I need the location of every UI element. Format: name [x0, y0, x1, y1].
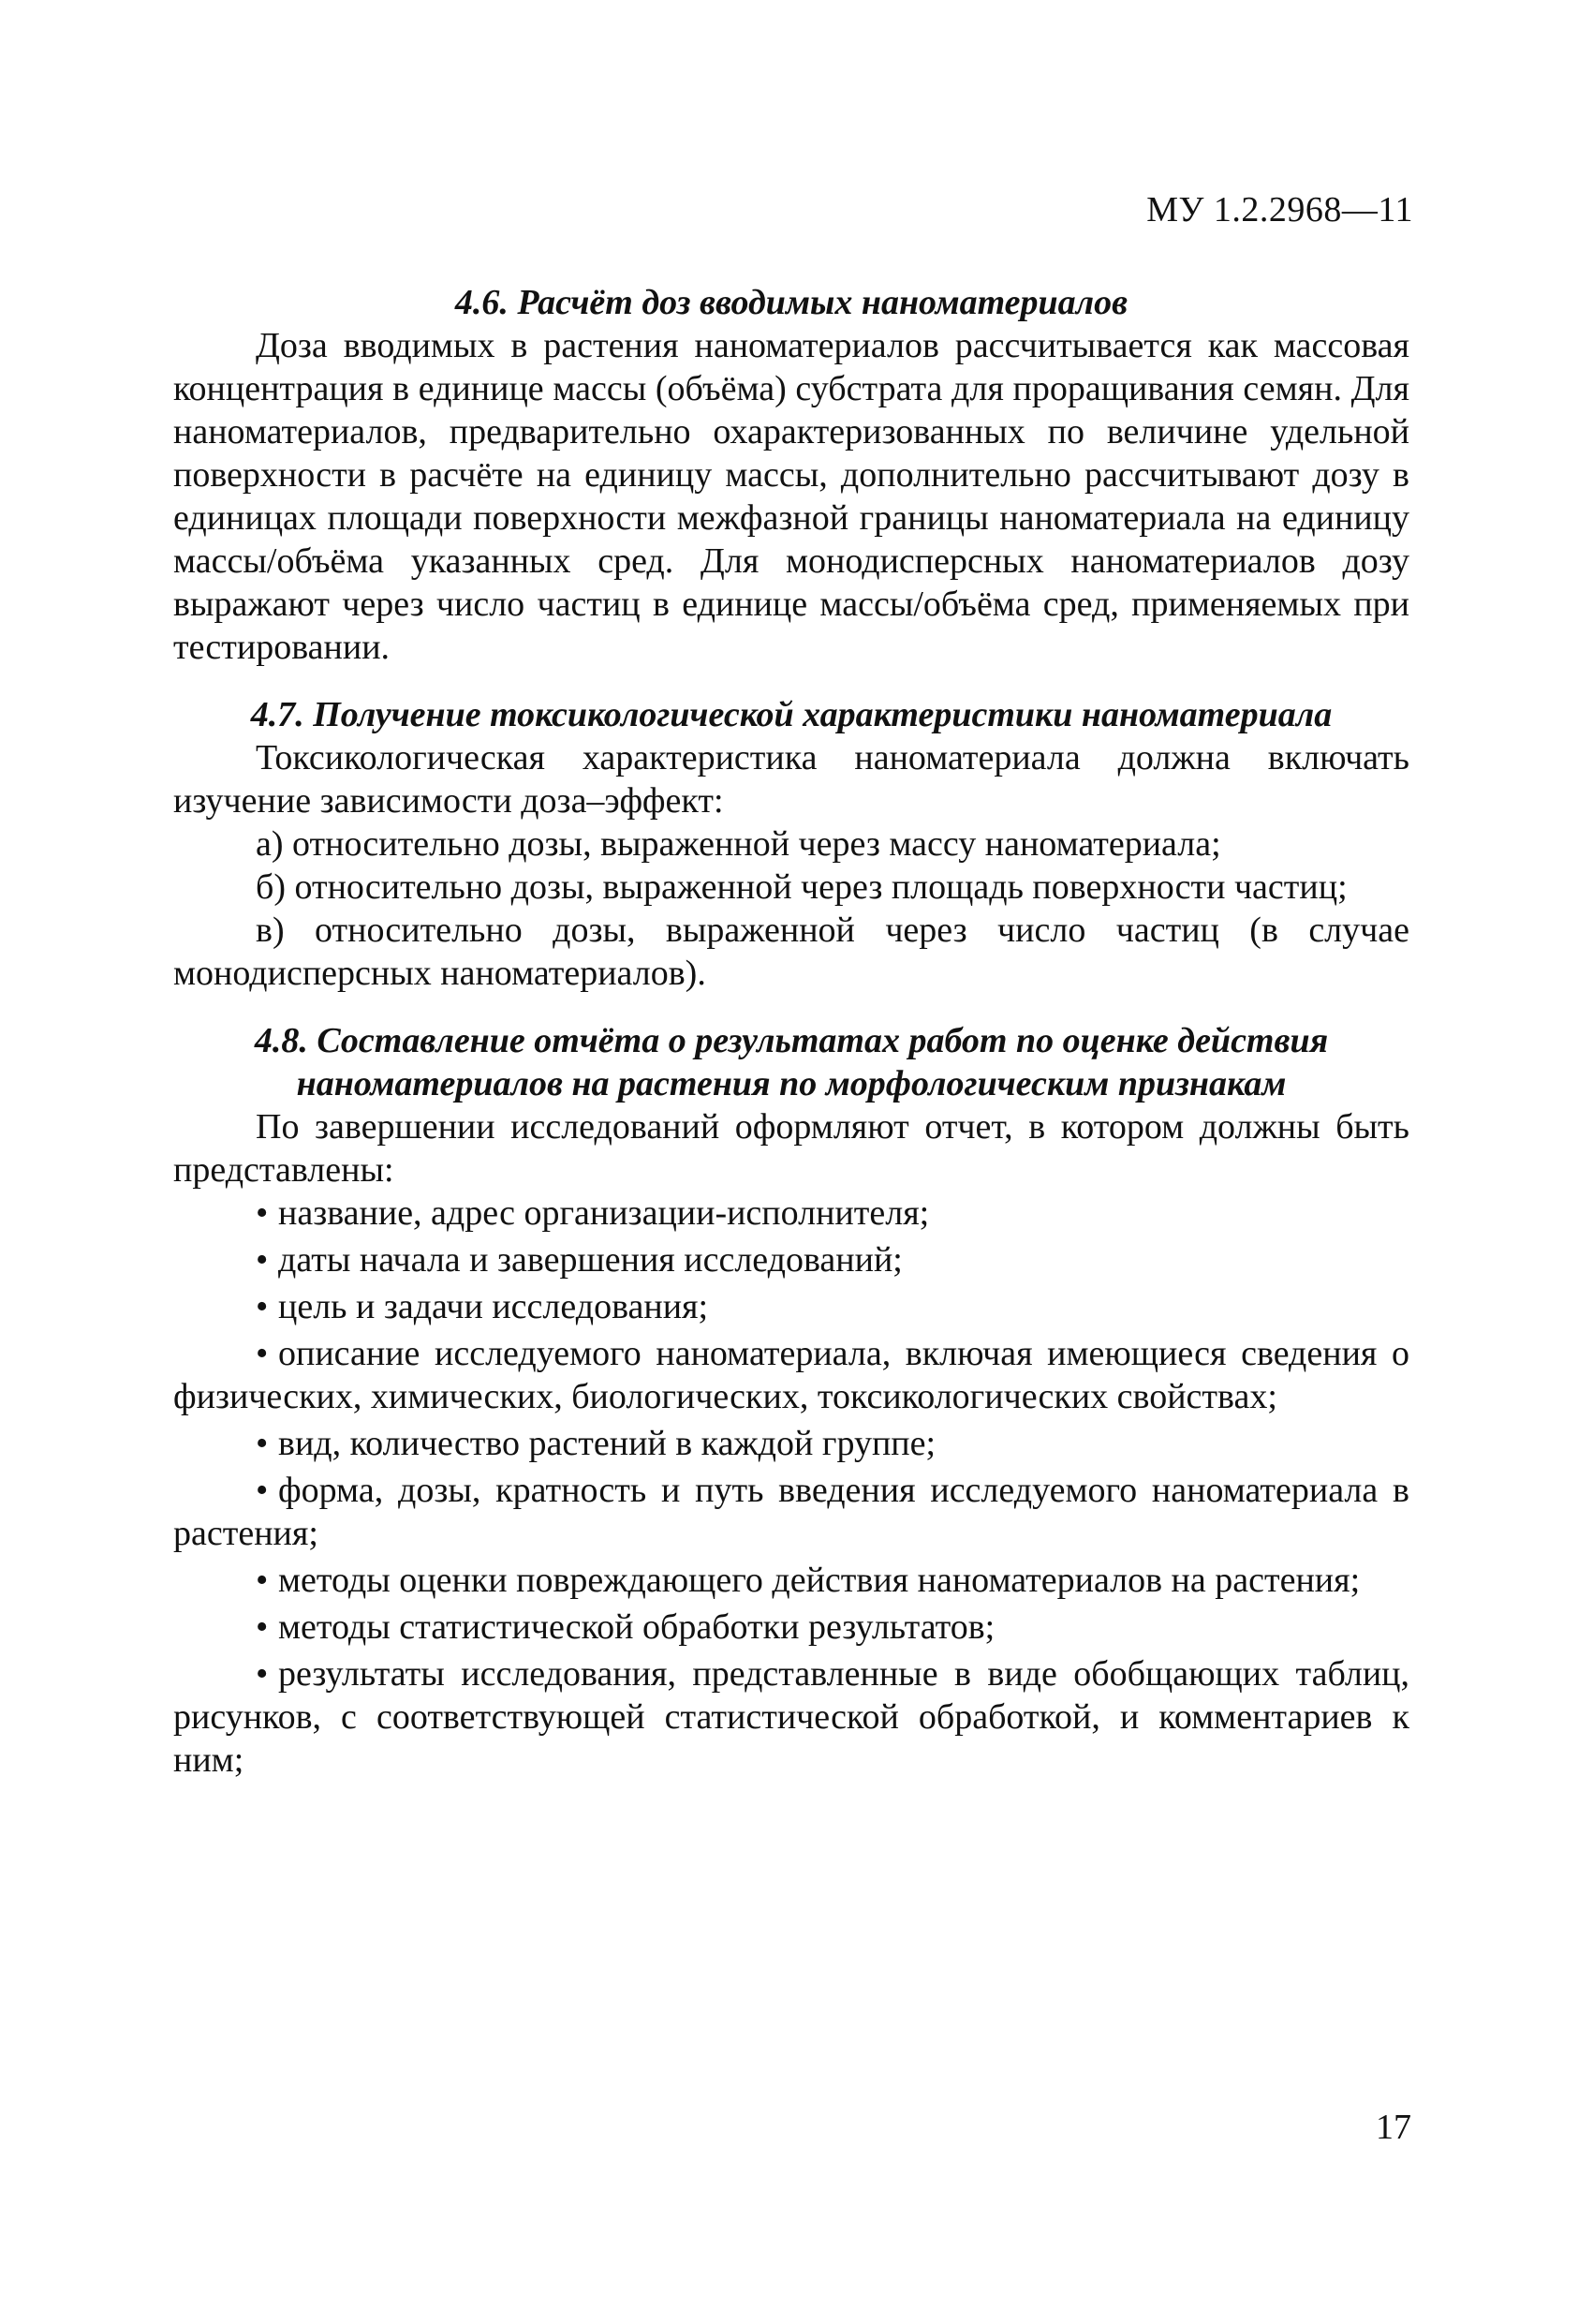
list-item: • цель и задачи исследования; — [256, 1287, 709, 1326]
bullet-icon: • — [256, 1193, 269, 1233]
section-title-4-6: 4.6. Расчёт доз вводимых наноматериалов — [454, 283, 1128, 322]
section-4-8-paragraph: По завершении исследований оформляют отчет, в котором должны быть представлены: — [173, 1107, 1409, 1190]
bullet-icon: • — [256, 1654, 269, 1694]
document-content — [173, 281, 1409, 1806]
list-item: • методы статистической обработки результатов; — [256, 1607, 996, 1647]
section-4-7-item-c: в) относительно дозы, выраженной через число частиц (в случае монодисперсных наноматериалов). — [173, 910, 1409, 993]
bullet-icon: • — [256, 1287, 269, 1326]
bullet-icon: • — [256, 1334, 269, 1373]
section-4-7-paragraph: Токсикологическая характеристика наноматериала должна включать изучение зависимости доза–эффект: — [173, 738, 1409, 821]
list-item: • вид, количество растений в каждой группе; — [256, 1424, 937, 1463]
section-4-7 — [173, 693, 1409, 995]
list-item: • методы оценки повреждающего действия наноматериалов на растения; — [256, 1561, 1361, 1600]
list-item: • даты начала и завершения исследований; — [256, 1240, 903, 1280]
bullet-icon: • — [256, 1561, 269, 1600]
bullet-icon: • — [256, 1424, 269, 1463]
section-4-6 — [173, 281, 1409, 669]
section-4-7-item-a: а) относительно дозы, выраженной через массу наноматериала; — [256, 824, 1221, 864]
list-item: • форма, дозы, кратность и путь введения исследуемого наноматериала в растения; — [173, 1471, 1409, 1553]
section-4-8 — [173, 1019, 1409, 1782]
section-title-4-8: 4.8. Составление отчёта о результатах работ по оценке действия наноматериалов на растения по морфологическим признакам — [254, 1021, 1329, 1103]
list-item: • название, адрес организации-исполнителя; — [256, 1193, 930, 1233]
report-contents-list — [173, 1192, 1409, 1782]
page-number: 17 — [1376, 2108, 1411, 2147]
document-code: МУ 1.2.2968—11 — [1146, 190, 1413, 229]
bullet-icon: • — [256, 1471, 269, 1510]
section-title-4-7: 4.7. Получение токсикологической характеристики наноматериала — [250, 695, 1333, 734]
section-4-6-paragraph: Доза вводимых в растения наноматериалов рассчитывается как массовая концентрация в единице массы (объёма) субстрата для проращивания семян. Для наноматериалов, предварительно охарактеризованных по величине удельной поверхности в расчёте на единицу массы, дополнительно рассчитывают дозу в единицах площади поверхности межфазной границы наноматериала на единицу массы/объёма указанных сред. Для монодисперсных наноматериалов дозу выражают через число частиц в единице массы/объёма сред, применяемых при тестировании. — [173, 326, 1409, 667]
list-item: • описание исследуемого наноматериала, включая имеющиеся сведения о физических, химических, биологических, токсикологических свойствах; — [173, 1334, 1409, 1416]
bullet-icon: • — [256, 1240, 269, 1280]
list-item: • результаты исследования, представленные в виде обобщающих таблиц, рисунков, с соответствующей статистической обработкой, и комментариев к ним; — [173, 1654, 1409, 1780]
section-4-7-item-b: б) относительно дозы, выраженной через площадь поверхности частиц; — [256, 867, 1348, 907]
bullet-icon: • — [256, 1607, 269, 1647]
